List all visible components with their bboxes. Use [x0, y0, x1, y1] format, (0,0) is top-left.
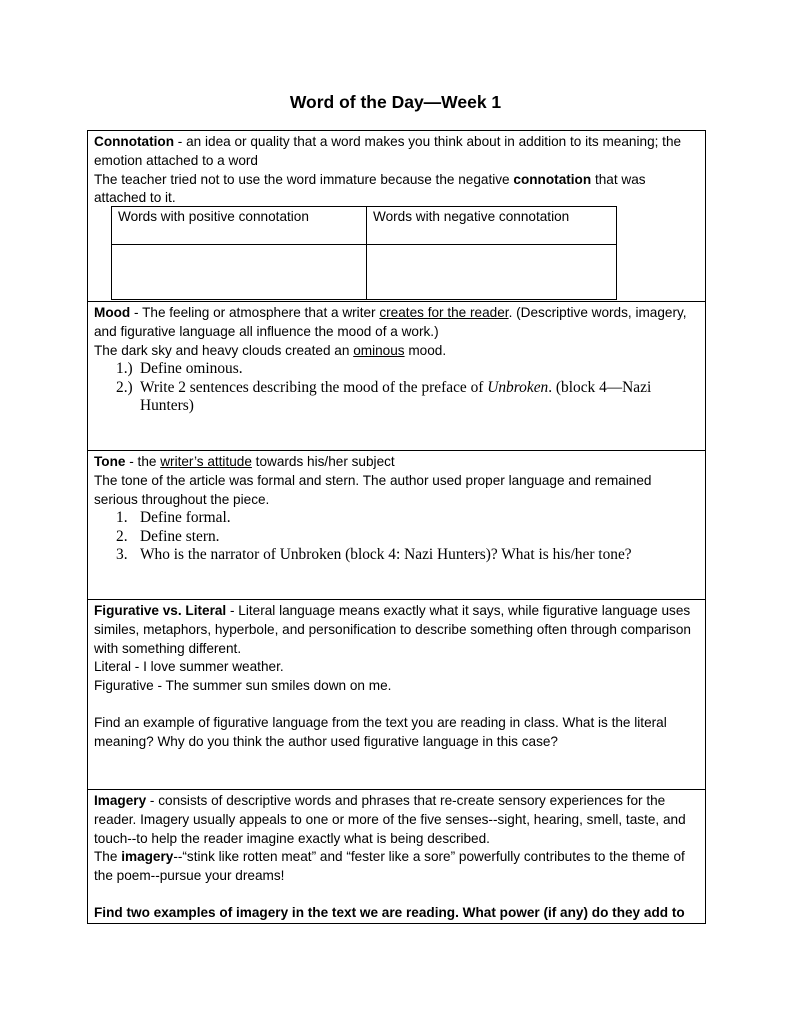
list-item: 1.) Define ominous.	[116, 360, 243, 378]
figurative-task: Find an example of figurative language from the text you are reading in class. What is the literal meaning? Why do you think the author used figurative language in this case?	[94, 714, 667, 749]
list-item: 2.) Write 2 sentences describing the mood of the preface of Unbroken. (block 4—Nazi Hunters)	[116, 378, 652, 415]
list-item: 1. Define formal.	[116, 509, 231, 527]
mood-term: Mood	[94, 305, 131, 320]
mood-example: The dark sky and heavy clouds created an ominous mood.	[94, 342, 447, 358]
connotation-definition: Connotation - an idea or quality that a word makes you think about in addition to its meaning; the emotion attached to a word	[94, 134, 682, 168]
literal-example: Literal - I love summer weather.	[94, 659, 284, 675]
connotation-table	[111, 206, 617, 300]
negative-connotation-answer-cell[interactable]	[367, 245, 617, 299]
imagery-term: Imagery	[94, 793, 147, 808]
mood-definition: Mood - The feeling or atmosphere that a writer creates for the reader. (Descriptive words, imagery, and figurative language all influence the mood of a work.)	[94, 305, 687, 339]
list-item: 2. Define stern.	[116, 527, 220, 545]
connotation-example: The teacher tried not to use the word immature because the negative connotation that was attached to it.	[94, 171, 646, 206]
connotation-term: Connotation	[94, 134, 175, 149]
connotation-cell	[87, 130, 706, 302]
positive-connotation-header: Words with positive connotation	[118, 209, 309, 224]
tone-questions	[94, 509, 699, 564]
figurative-term: Figurative vs. Literal	[94, 603, 227, 618]
list-item: 3. Who is the narrator of Unbroken (block 4: Nazi Hunters)? What is his/her tone?	[116, 546, 632, 564]
imagery-definition: Imagery - consists of descriptive words and phrases that re-create sensory experiences for the reader. Imagery usually appeals to one or more of the five senses--sight, hearing, smell, taste, and touch--to help the reader imagine exactly what is being described.	[94, 793, 686, 846]
mood-cell	[87, 301, 706, 451]
imagery-task: Find two examples of imagery in the text we are reading. What power (if any) do they add to	[94, 904, 685, 920]
tone-cell	[87, 450, 706, 600]
page-title: Word of the Day—Week 1	[289, 92, 502, 112]
tone-example: The tone of the article was formal and stern. The author used proper language and remained serious throughout the piece.	[94, 472, 652, 507]
mood-questions	[94, 360, 699, 415]
tone-definition: Tone - the writer’s attitude towards his/her subject	[94, 454, 395, 469]
imagery-example: The imagery--“stink like rotten meat” and “fester like a sore” powerfully contributes to the theme of the poem--pursue your dreams!	[94, 849, 685, 884]
imagery-cell	[87, 789, 706, 924]
negative-connotation-header: Words with negative connotation	[373, 209, 570, 224]
figurative-cell	[87, 599, 706, 790]
positive-connotation-answer-cell[interactable]	[112, 245, 366, 299]
figurative-example: Figurative - The summer sun smiles down on me.	[94, 678, 392, 694]
tone-term: Tone	[94, 454, 126, 469]
figurative-definition: Figurative vs. Literal - Literal language means exactly what it says, while figurative language uses similes, metaphors, hyperbole, and personification to describe something often through comparison with something different.	[94, 603, 691, 656]
